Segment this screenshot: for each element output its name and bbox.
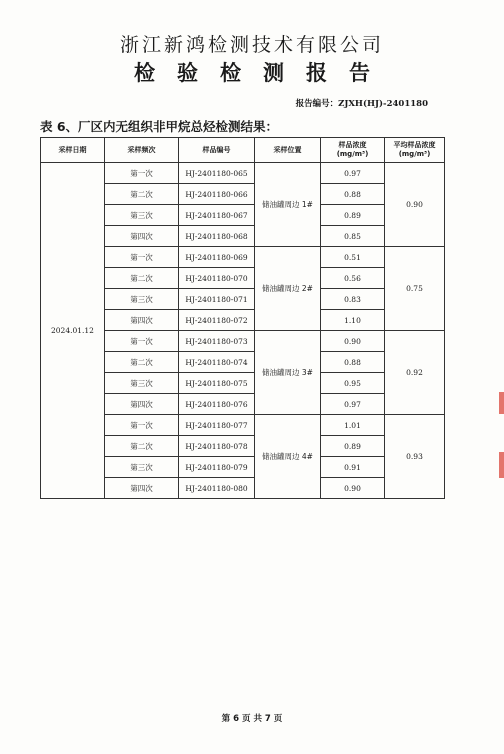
header-location: 采样位置	[255, 138, 321, 163]
freq-cell: 第四次	[105, 478, 179, 499]
sample-id-cell: HJ-2401180-075	[179, 373, 255, 394]
location-cell: 储油罐周边 1#	[255, 163, 321, 247]
freq-cell: 第四次	[105, 226, 179, 247]
conc-cell: 0.88	[321, 184, 385, 205]
table-row	[41, 163, 445, 184]
conc-cell: 0.56	[321, 268, 385, 289]
avg-cell: 0.93	[385, 415, 445, 499]
sample-id-cell: HJ-2401180-066	[179, 184, 255, 205]
freq-cell: 第三次	[105, 205, 179, 226]
avg-cell: 0.75	[385, 247, 445, 331]
report-number	[296, 97, 428, 109]
conc-cell: 0.91	[321, 457, 385, 478]
table-body	[41, 163, 445, 499]
results-table	[40, 137, 445, 499]
report-number-value: ZJXH(HJ)-2401180	[338, 99, 428, 109]
table-title: 表 6、厂区内无组织非甲烷总烃检测结果：	[40, 119, 279, 134]
sample-id-cell: HJ-2401180-072	[179, 310, 255, 331]
freq-cell: 第一次	[105, 331, 179, 352]
conc-cell: 0.97	[321, 394, 385, 415]
conc-cell: 0.85	[321, 226, 385, 247]
sample-id-cell: HJ-2401180-068	[179, 226, 255, 247]
sample-id-cell: HJ-2401180-079	[179, 457, 255, 478]
freq-cell: 第四次	[105, 310, 179, 331]
sample-id-cell: HJ-2401180-067	[179, 205, 255, 226]
sample-id-cell: HJ-2401180-074	[179, 352, 255, 373]
conc-cell: 0.95	[321, 373, 385, 394]
seal-edge-mark	[499, 452, 504, 478]
header-conc	[321, 138, 385, 163]
freq-cell: 第二次	[105, 268, 179, 289]
conc-cell: 0.97	[321, 163, 385, 184]
sample-id-cell: HJ-2401180-070	[179, 268, 255, 289]
freq-cell: 第三次	[105, 289, 179, 310]
conc-cell: 1.01	[321, 415, 385, 436]
freq-cell: 第一次	[105, 247, 179, 268]
freq-cell: 第三次	[105, 373, 179, 394]
location-cell: 储油罐周边 4#	[255, 415, 321, 499]
freq-cell: 第一次	[105, 415, 179, 436]
sample-id-cell: HJ-2401180-078	[179, 436, 255, 457]
avg-cell: 0.92	[385, 331, 445, 415]
header-avg-label: 平均样品浓度	[393, 141, 436, 149]
header-freq: 采样频次	[105, 138, 179, 163]
sample-id-cell: HJ-2401180-069	[179, 247, 255, 268]
freq-cell: 第三次	[105, 457, 179, 478]
sample-id-cell: HJ-2401180-073	[179, 331, 255, 352]
conc-cell: 1.10	[321, 310, 385, 331]
sampling-date-cell: 2024.01.12	[41, 163, 105, 499]
sample-id-cell: HJ-2401180-080	[179, 478, 255, 499]
header-avg-unit: (mg/m³)	[398, 150, 431, 158]
header-date: 采样日期	[41, 138, 105, 163]
sample-id-cell: HJ-2401180-065	[179, 163, 255, 184]
avg-cell: 0.90	[385, 163, 445, 247]
conc-cell: 0.51	[321, 247, 385, 268]
table-header-row	[41, 138, 445, 163]
sample-id-cell: HJ-2401180-071	[179, 289, 255, 310]
location-cell: 储油罐周边 3#	[255, 331, 321, 415]
header-conc-label: 样品浓度	[338, 141, 367, 149]
freq-cell: 第二次	[105, 184, 179, 205]
location-cell: 储油罐周边 2#	[255, 247, 321, 331]
header-conc-unit: (mg/m³)	[336, 150, 369, 158]
conc-cell: 0.90	[321, 331, 385, 352]
report-title: 检验检测报告	[134, 61, 392, 85]
freq-cell: 第四次	[105, 394, 179, 415]
conc-cell: 0.83	[321, 289, 385, 310]
freq-cell: 第二次	[105, 352, 179, 373]
report-number-label: 报告编号：	[295, 99, 339, 109]
conc-cell: 0.88	[321, 352, 385, 373]
freq-cell: 第二次	[105, 436, 179, 457]
conc-cell: 0.89	[321, 205, 385, 226]
header-avg	[385, 138, 445, 163]
conc-cell: 0.89	[321, 436, 385, 457]
sample-id-cell: HJ-2401180-076	[179, 394, 255, 415]
freq-cell: 第一次	[105, 163, 179, 184]
seal-edge-mark	[499, 392, 504, 414]
page-footer: 第 6 页 共 7 页	[221, 714, 283, 724]
header-sample-id: 样品编号	[179, 138, 255, 163]
sample-id-cell: HJ-2401180-077	[179, 415, 255, 436]
conc-cell: 0.90	[321, 478, 385, 499]
company-name: 浙江新鸿检测技术有限公司	[119, 34, 384, 56]
